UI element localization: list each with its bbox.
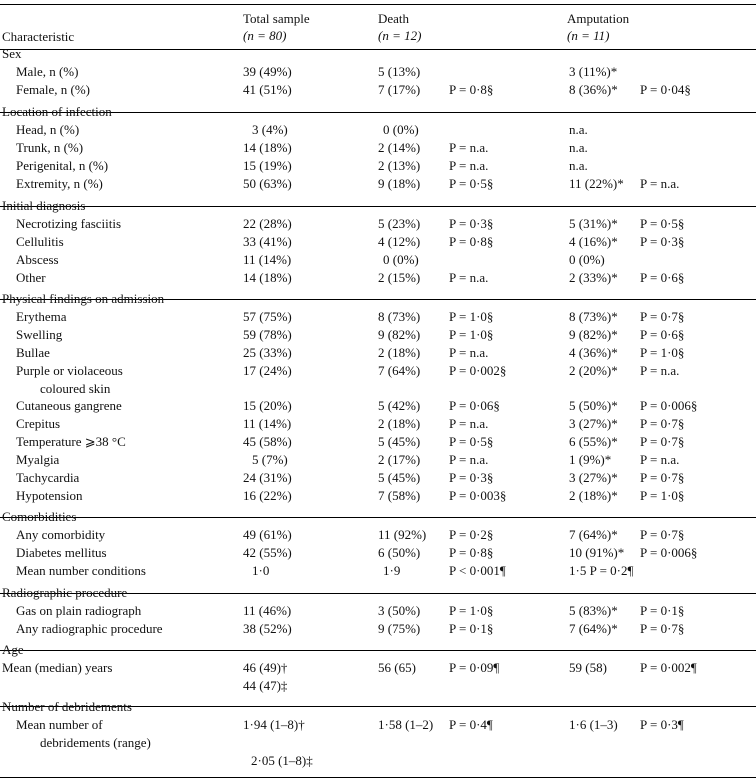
cell-amputation-p: P = 1·0§ [640,345,685,360]
row-label: Mean number conditions [16,563,146,578]
cell-total: 1·0 [252,563,270,578]
row-label: Head, n (%) [16,122,80,137]
row-label: Myalgia [16,452,60,467]
cell-death-p: P = n.a. [449,416,489,431]
section-heading: Physical findings on admission [2,291,165,306]
cell-death: 2 (18%) [378,416,421,431]
cell-total: 57 (75%) [243,309,292,324]
cell-total: 1·94 (1–8)† [243,717,305,732]
cell-amputation: 2 (20%)* [569,363,618,378]
header-rule [0,49,756,50]
cell-death-p: P = n.a. [449,270,489,285]
cell-death: 2 (13%) [378,158,421,173]
cell-amputation: 5 (31%)* [569,216,618,231]
row-label: Erythema [16,309,67,324]
section-heading: Location of infection [2,104,112,119]
row-label: Necrotizing fasciitis [16,216,122,231]
section-heading: Radiographic procedure [2,585,128,600]
section-heading: Number of debridements [2,699,132,714]
cell-amputation-p: P = n.a. [640,176,680,191]
cell-amputation: 4 (36%)* [569,345,618,360]
cell-amputation: 7 (64%)* [569,621,618,636]
row-label: Mean number of [16,717,103,732]
cell-total: 41 (51%) [243,82,292,97]
cell-amputation-p: P = 0·1§ [640,603,685,618]
cell-death-p: P = 1·0§ [449,309,494,324]
cell-death: 5 (23%) [378,216,421,231]
cell-total: 15 (19%) [243,158,292,173]
cell-amputation: 3 (27%)* [569,416,618,431]
cell-death-p: P = n.a. [449,452,489,467]
cell-death-p: P = 0·2§ [449,527,494,542]
cell-total: 3 (4%) [252,122,288,137]
cell-death-p: P = 0·5§ [449,176,494,191]
cell-amputation-p: P = 0·3§ [640,234,685,249]
cell-amputation: 7 (64%)* [569,527,618,542]
row-label: Male, n (%) [16,64,79,79]
cell-total: 33 (41%) [243,234,292,249]
cell-death: 4 (12%) [378,234,421,249]
row-label: Female, n (%) [16,82,91,97]
cell-death-p: P = 0·1§ [449,621,494,636]
cell-amputation: 10 (91%)* [569,545,625,560]
col-header-total-n: (n = 80) [243,28,287,43]
row-label: Purple or violaceous [16,363,123,378]
cell-death: 5 (42%) [378,398,421,413]
cell-total: 15 (20%) [243,398,292,413]
cell-death: 7 (58%) [378,488,421,503]
section-heading: Age [2,642,24,657]
row-label: Crepitus [16,416,61,431]
cell-amputation: 0 (0%) [569,252,605,267]
cell-amputation: 1·5 P = 0·2¶ [569,563,634,578]
cell-death: 5 (45%) [378,470,421,485]
cell-total: 49 (61%) [243,527,292,542]
cell-amputation: 59 (58) [569,660,607,675]
cell-total: 5 (7%) [252,452,288,467]
cell-total: 46 (49)† [243,660,288,675]
cell-amputation: 5 (83%)* [569,603,618,618]
cell-amputation: 9 (82%)* [569,327,618,342]
cell-death-p: P = n.a. [449,140,489,155]
cell-death: 11 (92%) [378,527,427,542]
cell-amputation-p: P = 0·7§ [640,434,685,449]
cell-total: 50 (63%) [243,176,292,191]
row-label: Diabetes mellitus [16,545,107,560]
cell-death-p: P = 0·3§ [449,470,494,485]
cell-death-p: P = 0·8§ [449,234,494,249]
cell-death: 8 (73%) [378,309,421,324]
cell-amputation-p: P = 1·0§ [640,488,685,503]
cell-amputation: 6 (55%)* [569,434,618,449]
cell-total: 22 (28%) [243,216,292,231]
cell-death-p: P < 0·001¶ [449,563,506,578]
cell-death: 5 (45%) [378,434,421,449]
cell-amputation-p: P = 0·006§ [640,545,698,560]
bottom-rule [0,777,756,778]
row-label: Mean (median) years [2,660,113,675]
cell-total: 11 (14%) [243,252,292,267]
cell-death: 5 (13%) [378,64,421,79]
cell-total: 24 (31%) [243,470,292,485]
cell-amputation-p: P = 0·6§ [640,327,685,342]
cell-total: 16 (22%) [243,488,292,503]
cell-death: 9 (18%) [378,176,421,191]
cell-total: 39 (49%) [243,64,292,79]
cell-death: 0 (0%) [383,252,419,267]
cell-amputation-p: P = 0·7§ [640,621,685,636]
cell-death-p: P = 0·003§ [449,488,507,503]
row-label: Abscess [16,252,59,267]
cell-total: 45 (58%) [243,434,292,449]
cell-total: 38 (52%) [243,621,292,636]
cell-amputation: n.a. [569,140,588,155]
cell-total: 25 (33%) [243,345,292,360]
section-rule [0,112,756,113]
cell-amputation: 5 (50%)* [569,398,618,413]
section-rule [0,650,756,651]
row-label: Temperature ⩾38 °C [16,434,126,449]
row-label: Trunk, n (%) [16,140,84,155]
cell-total: 17 (24%) [243,363,292,378]
cell-amputation-p: P = 0·5§ [640,216,685,231]
cell-amputation-p: P = 0·7§ [640,470,685,485]
cell-total: 44 (47)‡ [243,678,288,693]
cell-death: 0 (0%) [383,122,419,137]
cell-death: 56 (65) [378,660,416,675]
cell-amputation: 3 (27%)* [569,470,618,485]
cell-death-p: P = n.a. [449,345,489,360]
cell-death: 3 (50%) [378,603,421,618]
cell-death: 2 (18%) [378,345,421,360]
cell-death-p: P = 0·8§ [449,82,494,97]
section-rule [0,206,756,207]
cell-total: 2·05 (1–8)‡ [251,753,313,768]
cell-death: 9 (75%) [378,621,421,636]
cell-amputation-p: P = 0·6§ [640,270,685,285]
row-label: Any comorbidity [16,527,106,542]
cell-death-p: P = 0·8§ [449,545,494,560]
cell-amputation: 2 (33%)* [569,270,618,285]
cell-amputation: n.a. [569,122,588,137]
row-label: Cellulitis [16,234,64,249]
section-heading: Initial diagnosis [2,198,86,213]
cell-death: 1·58 (1–2) [378,717,434,732]
cell-death: 2 (17%) [378,452,421,467]
cell-total: 14 (18%) [243,270,292,285]
cell-death: 2 (15%) [378,270,421,285]
cell-amputation-p: P = 0·006§ [640,398,698,413]
cell-death-p: P = 0·5§ [449,434,494,449]
cell-total: 59 (78%) [243,327,292,342]
cell-death: 2 (14%) [378,140,421,155]
cell-death-p: P = 0·4¶ [449,717,493,732]
cell-amputation: 1 (9%)* [569,452,612,467]
cell-death: 7 (64%) [378,363,421,378]
row-label: Tachycardia [16,470,80,485]
cell-amputation: 8 (36%)* [569,82,618,97]
cell-amputation-p: P = 0·7§ [640,527,685,542]
section-heading: Comorbidities [2,509,77,524]
cell-death-p: P = 0·002§ [449,363,507,378]
section-heading: Sex [2,46,22,61]
cell-amputation-p: P = n.a. [640,452,680,467]
cell-death-p: P = n.a. [449,158,489,173]
col-header-amputation: Amputation [567,11,630,26]
row-label: Extremity, n (%) [16,176,103,191]
row-label: Any radiographic procedure [16,621,163,636]
row-label: Other [16,270,46,285]
col-header-amputation-n: (n = 11) [567,28,610,43]
section-rule [0,517,756,518]
cell-amputation: 11 (22%)* [569,176,624,191]
cell-amputation: 1·6 (1–3) [569,717,618,732]
cell-amputation-p: P = 0·7§ [640,309,685,324]
cell-amputation: n.a. [569,158,588,173]
row-label: Swelling [16,327,63,342]
cell-amputation: 8 (73%)* [569,309,618,324]
cell-total: 11 (46%) [243,603,292,618]
cell-death-p: P = 0·09¶ [449,660,500,675]
cell-amputation: 3 (11%)* [569,64,618,79]
cell-death: 1·9 [383,563,401,578]
cell-amputation: 2 (18%)* [569,488,618,503]
col-header-death-n: (n = 12) [378,28,422,43]
top-rule [0,4,756,5]
cell-amputation: 4 (16%)* [569,234,618,249]
cell-amputation-p: P = 0·002¶ [640,660,697,675]
cell-amputation-p: P = n.a. [640,363,680,378]
row-label: Cutaneous gangrene [16,398,122,413]
cell-death-p: P = 1·0§ [449,327,494,342]
row-label: Hypotension [16,488,83,503]
cell-total: 11 (14%) [243,416,292,431]
cell-amputation-p: P = 0·3¶ [640,717,684,732]
row-label: Bullae [16,345,50,360]
row-label-continued: coloured skin [40,381,111,396]
row-label-continued: debridements (range) [40,735,151,750]
row-label: Gas on plain radiograph [16,603,142,618]
col-header-death: Death [378,11,410,26]
cell-death: 6 (50%) [378,545,421,560]
cell-amputation-p: P = 0·7§ [640,416,685,431]
cell-total: 14 (18%) [243,140,292,155]
cell-death: 9 (82%) [378,327,421,342]
cell-death-p: P = 0·3§ [449,216,494,231]
cell-death-p: P = 0·06§ [449,398,500,413]
cell-death: 7 (17%) [378,82,421,97]
row-label: Perigenital, n (%) [16,158,109,173]
cell-total: 42 (55%) [243,545,292,560]
cell-death-p: P = 1·0§ [449,603,494,618]
cell-amputation-p: P = 0·04§ [640,82,691,97]
col-header-total: Total sample [243,11,310,26]
col-header-characteristic: Characteristic [2,29,75,44]
